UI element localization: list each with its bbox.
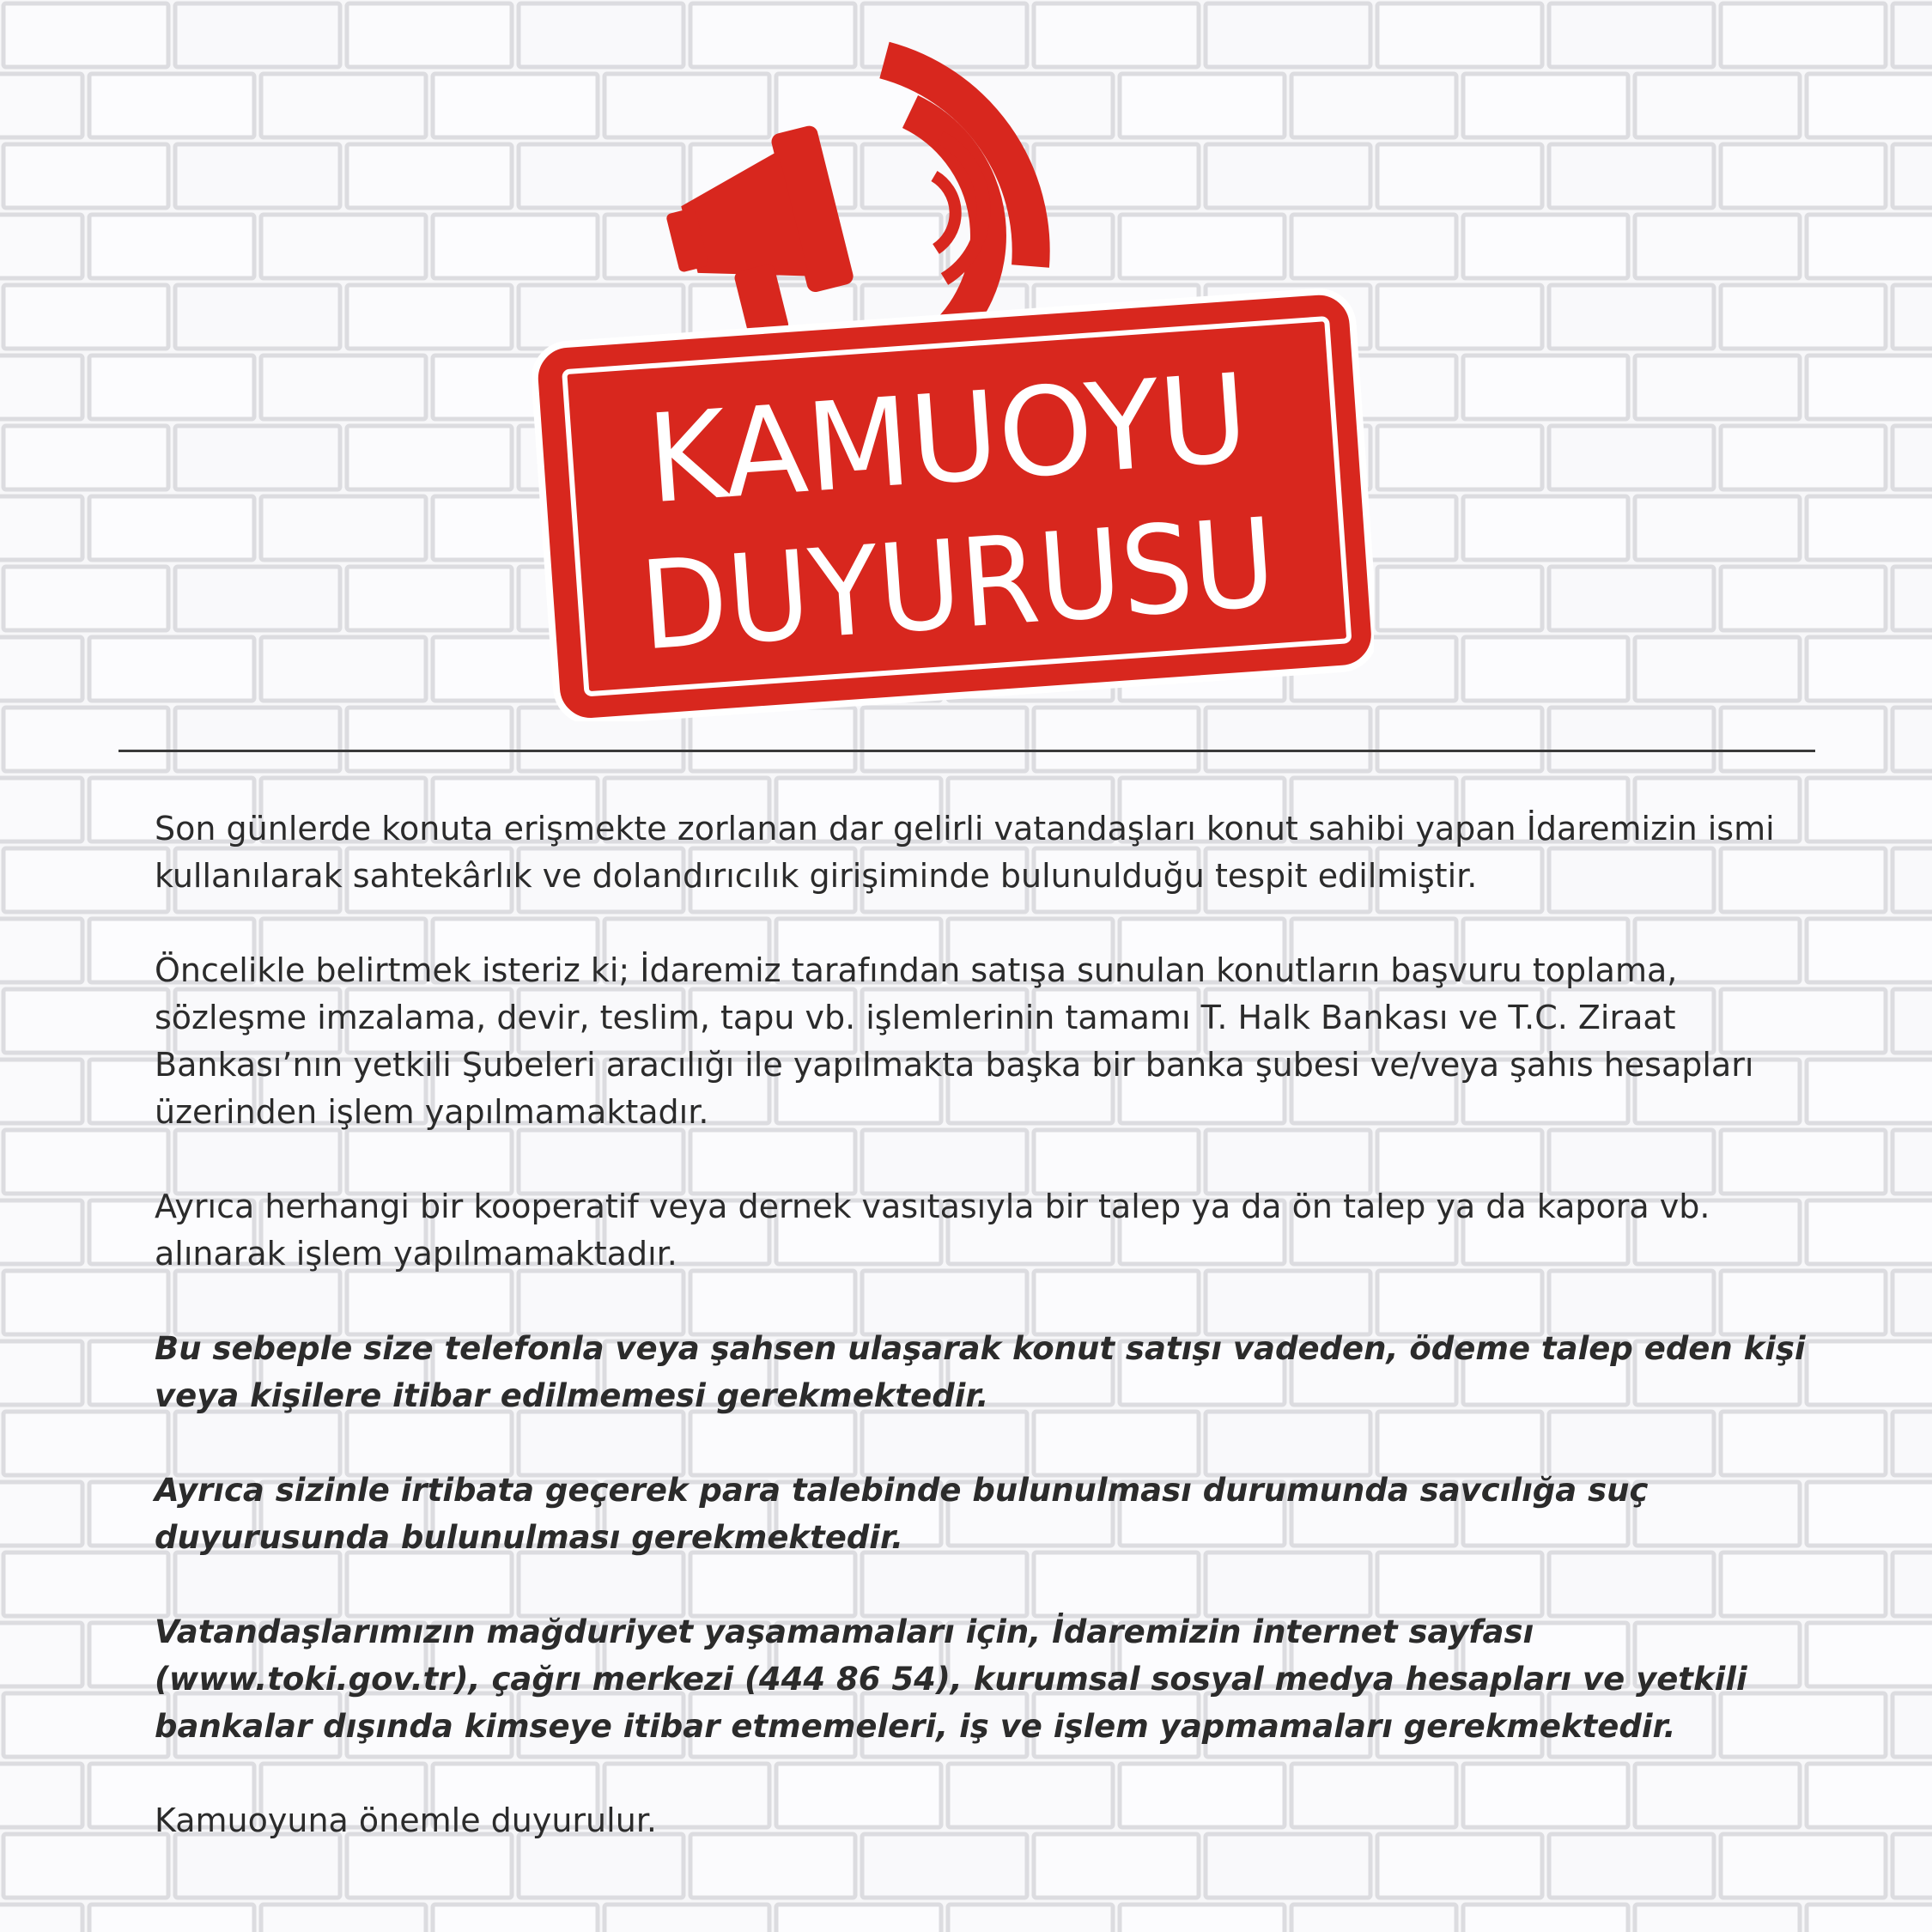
- paragraph-intro: Son günlerde konuta erişmekte zorlanan dar gelirli vatandaşları konut sahibi yapan İdaremizin ismi kullanılarak sahtekârlık ve dolandırıcılık girişiminde bulunulduğu tespit edilmiştir.: [155, 810, 1775, 895]
- megaphone-icon: [653, 125, 863, 352]
- sound-waves-icon: [902, 112, 988, 343]
- divider-line: [118, 750, 1815, 752]
- paragraph-warning-channels: Vatandaşlarımızın mağduriyet yaşamamaları için, İdaremizin internet sayfası (www.toki.gov.tr), çağrı merkezi (444 86 54), kurumsal sosyal medya hesapları ve yetkili bankalar dışında kimseye itibar etmemeleri, iş ve işlem yapmamaları gerekmektedir.: [155, 1613, 1747, 1745]
- announcement-header: [532, 34, 1374, 721]
- paragraph-warning-prosecutor: Ayrıca sizinle irtibata geçerek para talebinde bulunulması durumunda savcılığa suç duyurusunda bulunulması gerekmektedir.: [155, 1472, 1649, 1556]
- title-line2: DUYURUSU: [635, 488, 1333, 678]
- paragraph-closing: Kamuoyuna önemle duyurulur.: [155, 1801, 657, 1839]
- paragraph-warning-phone: Bu sebeple size telefonla veya şahsen ulaşarak konut satışı vadeden, ödeme talep eden kişi veya kişilere itibar edilmemesi gerekmektedir.: [155, 1330, 1806, 1414]
- paragraph-banks: Öncelikle belirtmek isteriz ki; İdaremiz tarafından satışa sunulan konutların başvuru toplama, sözleşme imzalama, devir, teslim, tapu vb. işlemlerinin tamamı T. Halk Bankası ve T.C. Ziraat Bankası’nın yetkili Şubeleri aracılığı ile yapılmakta başka bir banka şubesi ve/veya şahıs hesapları üzerinden işlem yapılmamaktadır.: [155, 951, 1754, 1131]
- announcement-body: [155, 805, 1812, 1844]
- title-line1: KAMUOYU: [642, 347, 1261, 532]
- paragraph-cooperative: Ayrıca herhangi bir kooperatif veya dernek vasıtasıyla bir talep ya da ön talep ya da kapora vb. alınarak işlem yapılmamaktadır.: [155, 1188, 1710, 1273]
